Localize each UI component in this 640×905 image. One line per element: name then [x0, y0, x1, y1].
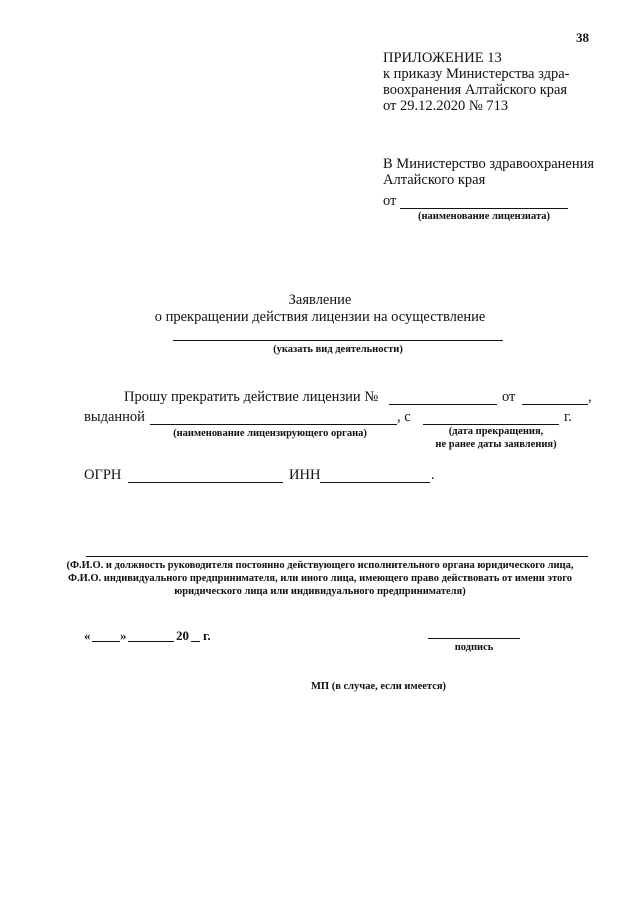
year-suffix: г. [203, 628, 211, 643]
activity-type-caption: (указать вид деятельности) [273, 344, 403, 355]
licensee-name-caption: (наименование лицензиата) [418, 211, 550, 222]
page-number: 38 [576, 30, 589, 45]
ogrn-label: ОГРН [84, 467, 122, 483]
addressee-line-2: Алтайского края [383, 172, 486, 188]
signature-field[interactable] [428, 638, 520, 639]
day-field[interactable] [92, 641, 120, 642]
termination-date-caption-2: не ранее даты заявления) [435, 439, 557, 450]
month-field[interactable] [128, 641, 174, 642]
signatory-caption-2: Ф.И.О. индивидуального предпринимателя, или иного лица, имеющего право действовать от имени этого [67, 573, 573, 584]
inn-field[interactable] [320, 482, 430, 483]
ids-period: . [431, 467, 435, 483]
appendix-title: ПРИЛОЖЕНИЕ 13 [383, 50, 502, 66]
stamp-note: МП (в случае, если имеется) [311, 681, 447, 692]
comma-s-label: , с [397, 409, 411, 425]
issuer-field[interactable] [150, 424, 397, 425]
from-label: от [383, 193, 397, 209]
statement-title: Заявление [288, 292, 352, 308]
issued-label: выданной [84, 409, 145, 425]
ogrn-field[interactable] [128, 482, 283, 483]
license-number-field[interactable] [389, 404, 497, 405]
year-prefix: 20 [176, 628, 189, 643]
appendix-line-3: от 29.12.2020 № 713 [383, 98, 509, 114]
inn-label: ИНН [289, 467, 321, 483]
year-label: г. [564, 409, 572, 425]
signatory-caption-1: (Ф.И.О. и должность руководителя постоянно действующего исполнительного органа юридического лица, [66, 560, 574, 571]
termination-date-field[interactable] [423, 424, 559, 425]
quote-open: « [84, 628, 91, 643]
request-text: Прошу прекратить действие лицензии № [124, 389, 379, 405]
quote-close: » [120, 628, 127, 643]
issuer-caption: (наименование лицензирующего органа) [173, 428, 367, 439]
activity-type-field[interactable] [173, 340, 503, 341]
year-field[interactable] [191, 641, 200, 642]
addressee-line-1: В Министерство здравоохранения [383, 156, 595, 172]
appendix-line-1: к приказу Министерства здра- [383, 66, 570, 82]
signatory-field[interactable] [86, 556, 588, 557]
appendix-line-2: воохранения Алтайского края [383, 82, 568, 98]
license-from-label: от [502, 389, 516, 405]
termination-date-caption-1: (дата прекращения, [448, 426, 544, 437]
license-date-field[interactable] [522, 404, 588, 405]
signatory-caption-3: юридического лица или индивидуального предпринимателя) [174, 586, 466, 597]
signature-caption: подпись [454, 642, 494, 653]
statement-subtitle: о прекращении действия лицензии на осуществление [154, 309, 486, 325]
licensee-name-field[interactable] [400, 208, 568, 209]
comma: , [588, 389, 592, 405]
